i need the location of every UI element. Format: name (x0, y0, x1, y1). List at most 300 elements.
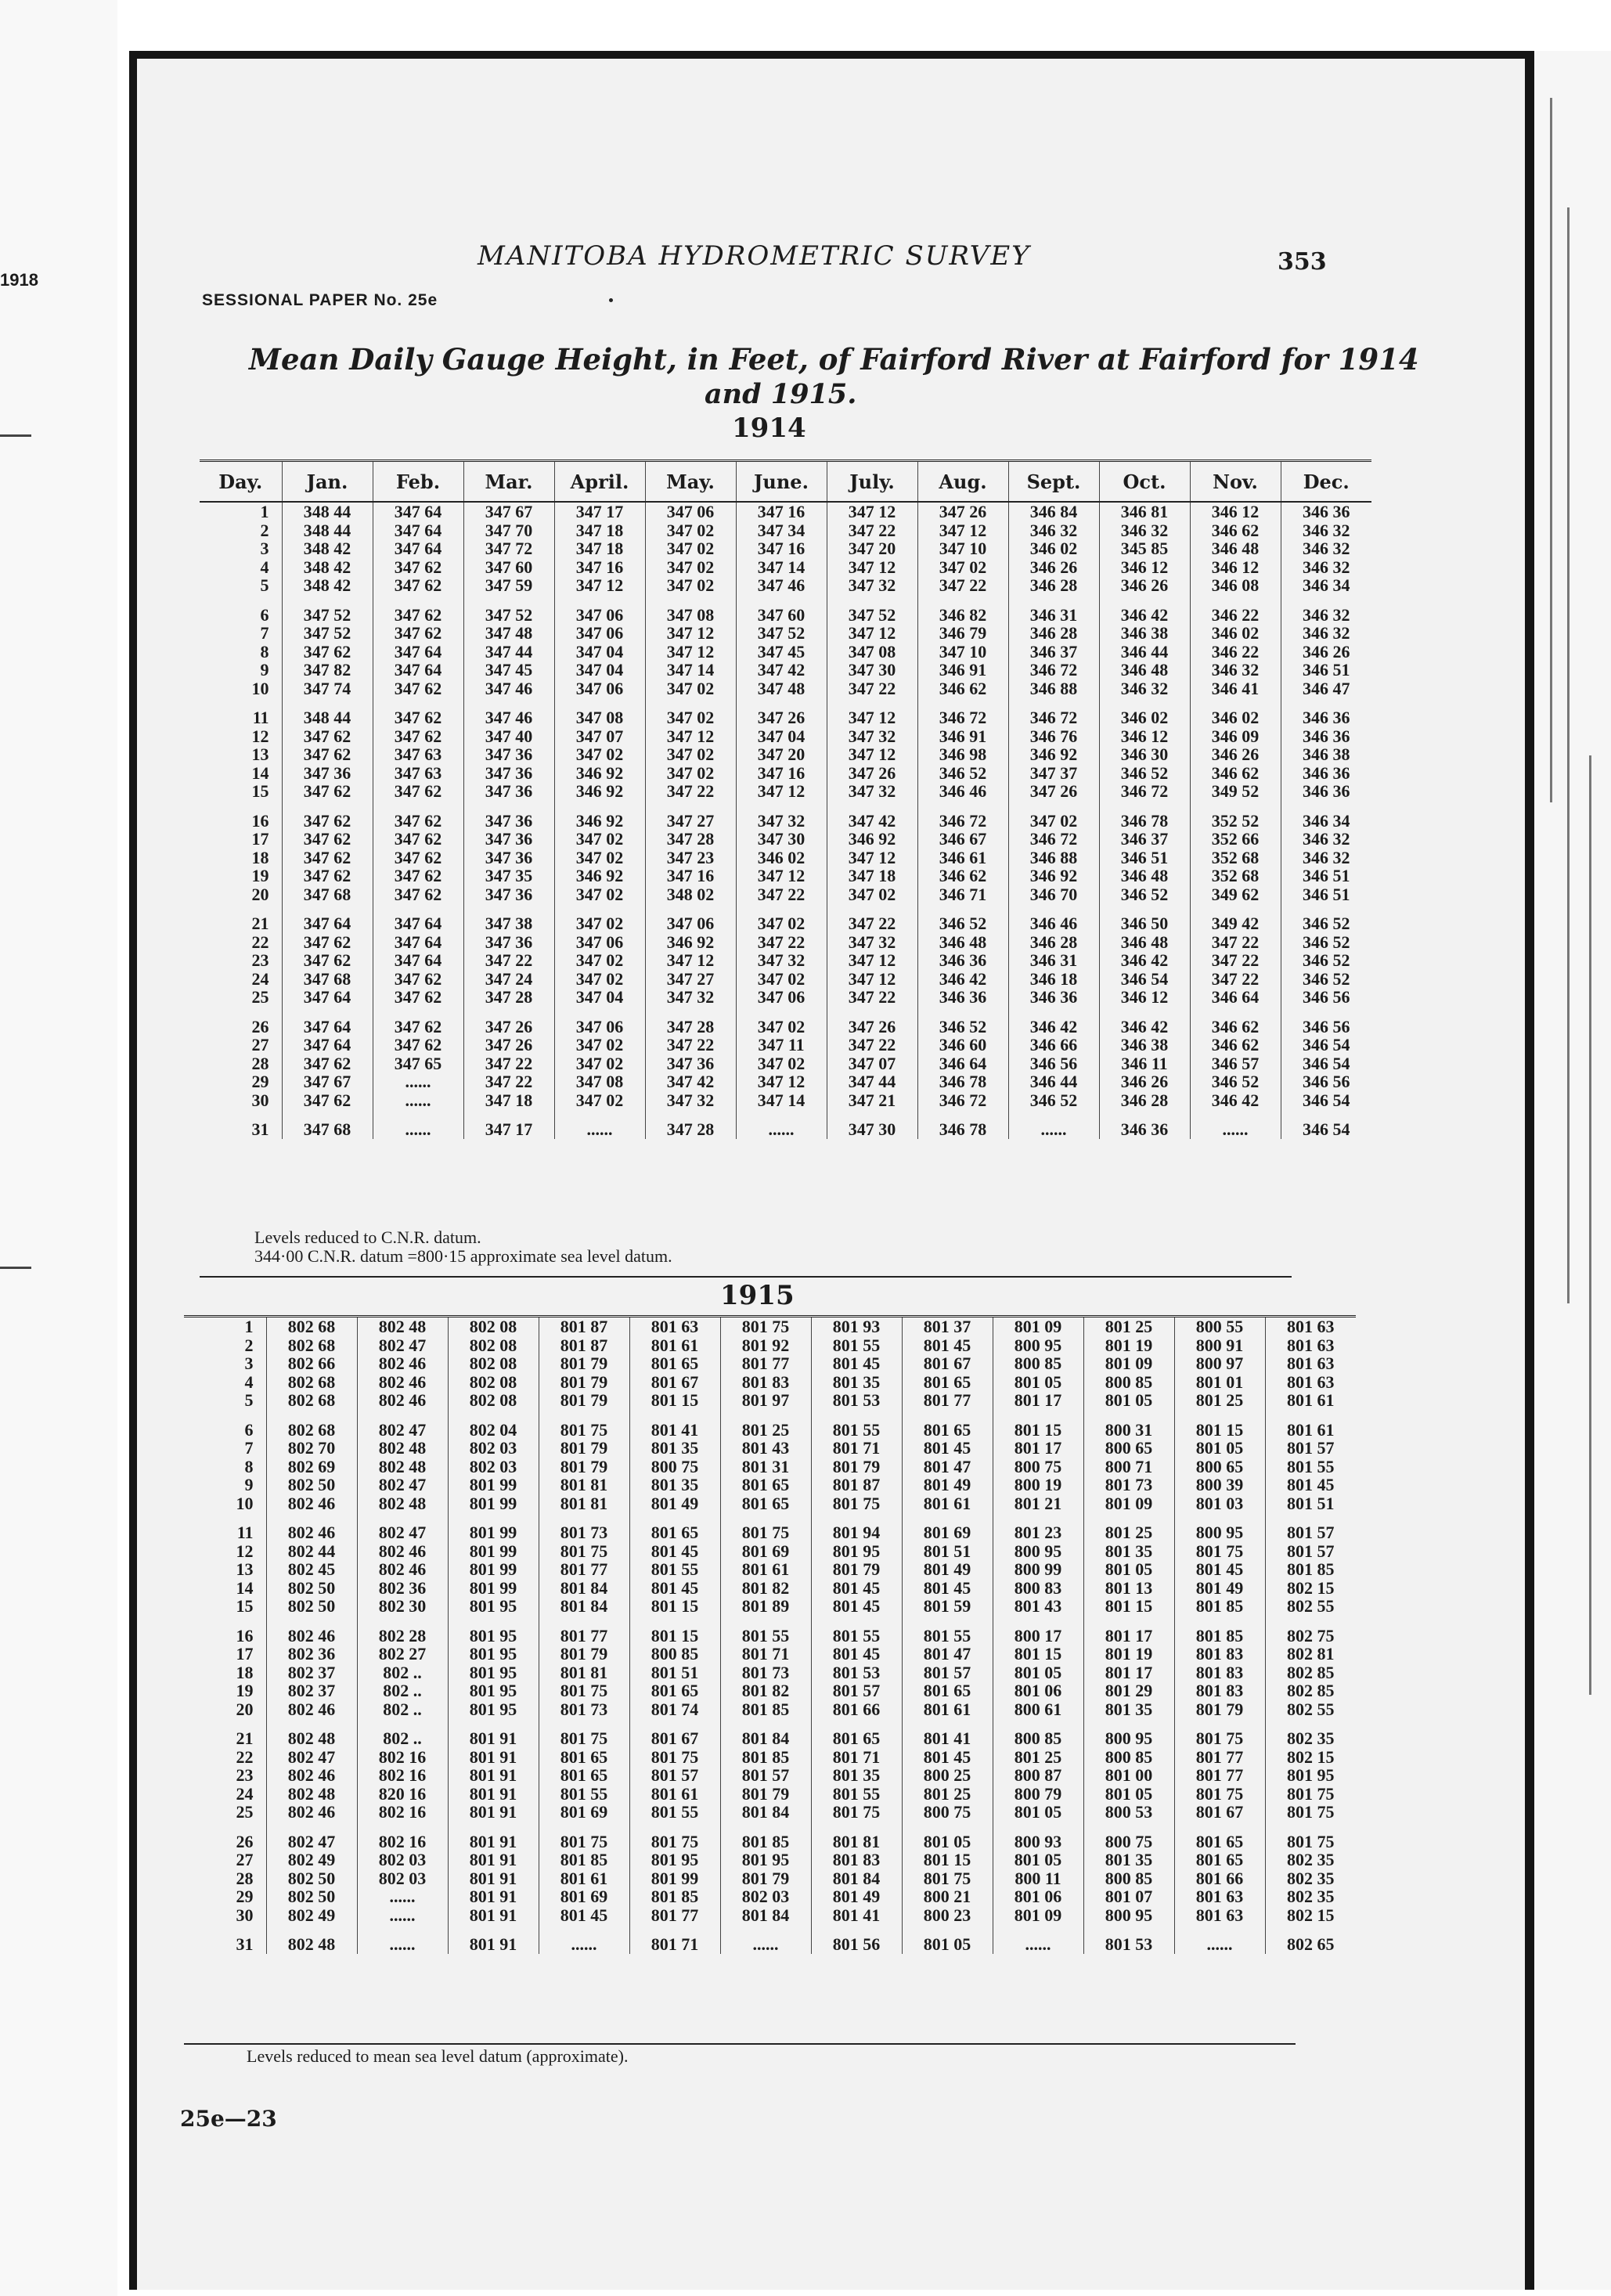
gauge-height-cell: 801 77 (539, 1616, 629, 1645)
gauge-height-cell: 346 91 (917, 661, 1008, 679)
gauge-height-cell: 801 79 (539, 1458, 629, 1476)
day-number: 22 (236, 1747, 254, 1766)
gauge-height-cell: 802 03 (357, 1869, 448, 1888)
gauge-height-cell: 801 09 (1083, 1494, 1174, 1513)
gauge-height-cell: 347 27 (645, 970, 736, 989)
gauge-height-cell: 801 17 (1083, 1616, 1174, 1645)
gauge-height-cell: 802 35 (1265, 1851, 1356, 1869)
gauge-height-cell: 800 99 (993, 1560, 1083, 1579)
column-header-month: April. (554, 461, 645, 503)
day-number: 5 (260, 576, 269, 595)
gauge-height-cell: 801 81 (539, 1494, 629, 1513)
gauge-height-cell: 802 48 (357, 1458, 448, 1476)
scan-border-right (1525, 51, 1534, 2290)
day-number: 30 (251, 1090, 269, 1109)
gauge-height-cell: 801 69 (902, 1512, 993, 1542)
table-row (200, 903, 1371, 933)
gauge-height-cell: 347 36 (463, 885, 554, 904)
gauge-height-cell: 801 07 (1083, 1887, 1174, 1906)
column-header-day: Day. (200, 461, 282, 503)
gauge-height-cell: 352 66 (1190, 830, 1281, 849)
gauge-height-cell: 802 35 (1265, 1869, 1356, 1888)
gauge-height-cell: 801 79 (539, 1439, 629, 1458)
table-row (200, 1091, 1371, 1110)
table-row (200, 1072, 1371, 1091)
gauge-height-cell: 346 72 (917, 1091, 1008, 1110)
gauge-height-cell: 347 36 (463, 830, 554, 849)
table-row (200, 1109, 1371, 1139)
gauge-height-cell: 346 52 (917, 764, 1008, 783)
gauge-height-cell: 349 42 (1190, 903, 1281, 933)
gauge-height-cell: 801 53 (811, 1663, 902, 1682)
day-number: 4 (260, 557, 269, 576)
column-header-month: Jan. (282, 461, 373, 503)
gauge-height-cell: 347 52 (827, 595, 917, 625)
table-row (200, 951, 1371, 970)
gauge-height-cell: 801 65 (629, 1354, 720, 1373)
gauge-height-cell: 346 42 (1099, 595, 1190, 625)
gauge-height-cell: 347 22 (463, 1072, 554, 1091)
table-1914 (200, 460, 1371, 1139)
gauge-height-cell: 801 45 (902, 1579, 993, 1598)
gauge-height-cell: 346 44 (1008, 1072, 1099, 1091)
gauge-height-cell: 346 52 (1281, 951, 1371, 970)
gauge-height-cell: 347 32 (827, 727, 917, 746)
gauge-height-cell: 346 36 (917, 951, 1008, 970)
gauge-height-cell: 347 62 (373, 1007, 463, 1036)
gauge-height-cell: 347 26 (1008, 782, 1099, 801)
gauge-height-cell: 801 65 (1174, 1851, 1265, 1869)
gauge-height-cell: 800 65 (1083, 1439, 1174, 1458)
gauge-height-cell: 801 61 (629, 1785, 720, 1804)
gauge-height-cell: 346 72 (1099, 782, 1190, 801)
gauge-height-cell: 346 48 (1099, 867, 1190, 885)
gauge-height-cell: 347 62 (282, 801, 373, 831)
gauge-height-cell: 347 14 (736, 1091, 827, 1110)
gauge-height-cell: 347 64 (373, 933, 463, 952)
gauge-height-cell: 347 52 (463, 595, 554, 625)
gauge-height-cell: 802 46 (266, 1803, 357, 1822)
gauge-height-cell: 801 77 (902, 1391, 993, 1410)
day-number: 6 (260, 604, 269, 624)
gauge-height-cell: 347 12 (827, 849, 917, 867)
gauge-height-cell: 346 54 (1281, 1036, 1371, 1054)
gauge-height-cell: 347 10 (917, 539, 1008, 558)
gauge-height-cell: 347 08 (554, 1072, 645, 1091)
gauge-height-cell: 347 52 (282, 595, 373, 625)
day-number: 27 (251, 1036, 269, 1054)
gauge-height-cell: 801 95 (448, 1663, 539, 1682)
gauge-height-cell: 800 31 (1083, 1410, 1174, 1440)
gauge-height-cell: 801 75 (1265, 1822, 1356, 1851)
gauge-height-cell: 801 63 (1174, 1887, 1265, 1906)
gauge-height-cell: 801 55 (811, 1616, 902, 1645)
gauge-height-cell: 346 62 (1190, 1007, 1281, 1036)
table-row (200, 885, 1371, 904)
gauge-height-cell: 801 55 (720, 1616, 811, 1645)
gauge-height-cell: 802 50 (266, 1869, 357, 1888)
gauge-height-cell: 347 22 (1190, 933, 1281, 952)
gauge-height-cell: 801 69 (539, 1803, 629, 1822)
gauge-height-cell: 347 36 (463, 849, 554, 867)
gauge-height-cell: 347 06 (645, 502, 736, 521)
year-1915-heading: 1915 (720, 1280, 795, 1311)
gauge-height-cell: 347 24 (463, 970, 554, 989)
day-number: 23 (251, 951, 269, 970)
gauge-height-cell: 348 42 (282, 558, 373, 577)
gauge-height-cell: 347 72 (463, 539, 554, 558)
gauge-height-cell: 347 02 (645, 521, 736, 540)
gauge-height-cell: 801 71 (811, 1439, 902, 1458)
table-row (184, 1924, 1356, 1954)
gauge-height-cell: 800 83 (993, 1579, 1083, 1598)
gauge-height-cell: 346 92 (554, 867, 645, 885)
gauge-height-cell: 347 62 (282, 1091, 373, 1110)
gauge-height-cell: 801 41 (811, 1906, 902, 1925)
table-row (184, 1700, 1356, 1719)
gauge-height-cell: 801 85 (1174, 1616, 1265, 1645)
gauge-height-cell: 801 99 (448, 1512, 539, 1542)
gauge-height-cell: 346 36 (1281, 727, 1371, 746)
table-row (184, 1851, 1356, 1869)
gauge-height-cell: 347 64 (373, 643, 463, 661)
column-header-month: June. (736, 461, 827, 503)
gauge-height-cell: 801 75 (539, 1542, 629, 1561)
day-number: 2 (244, 1335, 254, 1354)
gauge-height-cell: 801 57 (1265, 1439, 1356, 1458)
gauge-height-cell: 347 07 (827, 1054, 917, 1073)
gauge-height-cell: 801 75 (539, 1681, 629, 1700)
gauge-height-cell: 347 60 (736, 595, 827, 625)
gauge-height-cell: 346 64 (1190, 988, 1281, 1007)
gauge-height-cell: 801 35 (1083, 1700, 1174, 1719)
gauge-height-cell: 346 54 (1281, 1091, 1371, 1110)
gauge-height-cell: ...... (357, 1906, 448, 1925)
gauge-height-cell: 801 71 (629, 1924, 720, 1954)
gauge-height-cell: 801 55 (811, 1336, 902, 1355)
gauge-height-cell: 801 82 (720, 1579, 811, 1598)
gauge-height-cell: 347 22 (1190, 951, 1281, 970)
gauge-height-cell: 802 08 (448, 1391, 539, 1410)
gauge-height-cell: 801 95 (448, 1700, 539, 1719)
gauge-height-cell: 347 12 (736, 1072, 827, 1091)
gauge-height-cell: 801 61 (1265, 1410, 1356, 1440)
gauge-height-cell: 346 48 (917, 933, 1008, 952)
gauge-height-cell: 346 32 (1008, 521, 1099, 540)
gauge-height-cell: 801 95 (448, 1597, 539, 1616)
gauge-height-cell: 346 12 (1190, 502, 1281, 521)
gauge-height-cell: 347 32 (736, 951, 827, 970)
gauge-height-cell: 801 63 (1265, 1336, 1356, 1355)
gauge-height-cell: 802 55 (1265, 1597, 1356, 1616)
gauge-height-cell: 801 31 (720, 1458, 811, 1476)
gauge-height-cell: 347 46 (736, 576, 827, 595)
day-number: 16 (236, 1625, 254, 1645)
gauge-height-cell: 801 67 (629, 1718, 720, 1748)
gauge-height-cell: 347 27 (645, 801, 736, 831)
gauge-height-cell: 802 .. (357, 1681, 448, 1700)
day-number: 10 (236, 1494, 254, 1512)
gauge-height-cell: 801 55 (539, 1785, 629, 1804)
gauge-height-cell: 346 51 (1281, 867, 1371, 885)
gauge-height-cell: 347 62 (373, 830, 463, 849)
gauge-height-cell: 348 44 (282, 521, 373, 540)
gauge-height-cell: 346 46 (1008, 903, 1099, 933)
gauge-height-cell: 347 22 (645, 782, 736, 801)
gauge-height-cell: 347 02 (554, 830, 645, 849)
gauge-height-cell: 346 52 (1281, 903, 1371, 933)
gauge-height-cell: 801 91 (448, 1906, 539, 1925)
gauge-height-cell: ...... (993, 1924, 1083, 1954)
gauge-height-cell: 801 57 (1265, 1542, 1356, 1561)
gauge-height-cell: 802 68 (266, 1391, 357, 1410)
gauge-height-cell: 800 53 (1083, 1803, 1174, 1822)
gauge-height-cell: 801 45 (902, 1439, 993, 1458)
gauge-height-cell: 346 78 (1099, 801, 1190, 831)
gauge-height-cell: 347 02 (554, 885, 645, 904)
gauge-height-cell: 802 08 (448, 1317, 539, 1336)
day-number: 15 (251, 782, 269, 801)
gauge-height-cell: 347 40 (463, 727, 554, 746)
gauge-height-cell: 347 32 (736, 801, 827, 831)
gauge-height-cell: 801 53 (1083, 1924, 1174, 1954)
gauge-height-cell: 352 68 (1190, 849, 1281, 867)
gauge-height-cell: 347 26 (827, 764, 917, 783)
day-number: 24 (236, 1784, 254, 1803)
gauge-height-cell: 347 62 (282, 849, 373, 867)
gauge-height-cell: 347 17 (554, 502, 645, 521)
table-row (184, 1681, 1356, 1700)
gauge-height-cell: 801 49 (902, 1476, 993, 1494)
day-number: 12 (251, 726, 269, 745)
gauge-height-cell: 801 71 (720, 1645, 811, 1663)
gauge-height-cell: 801 65 (811, 1718, 902, 1748)
gauge-height-cell: 802 35 (1265, 1718, 1356, 1748)
gauge-height-cell: 346 28 (1008, 576, 1099, 595)
gauge-height-cell: 347 32 (827, 782, 917, 801)
gauge-height-cell: 801 25 (993, 1748, 1083, 1767)
gauge-height-cell: 346 34 (1281, 801, 1371, 831)
gauge-height-cell: 347 62 (373, 595, 463, 625)
gauge-height-cell: 800 97 (1174, 1354, 1265, 1373)
gauge-height-cell: 346 51 (1281, 661, 1371, 679)
gauge-height-cell: 801 95 (448, 1645, 539, 1663)
gauge-height-cell: 801 84 (811, 1869, 902, 1888)
day-number: 6 (244, 1419, 254, 1439)
gauge-height-cell: 800 95 (993, 1542, 1083, 1561)
gauge-height-cell: 801 45 (811, 1579, 902, 1598)
gauge-height-cell: 346 92 (554, 782, 645, 801)
day-number: 13 (251, 745, 269, 764)
gauge-height-cell: 801 99 (448, 1579, 539, 1598)
table-row (200, 576, 1371, 595)
day-number: 25 (251, 988, 269, 1007)
gauge-height-cell: 801 79 (539, 1391, 629, 1410)
gauge-height-cell: 347 62 (373, 849, 463, 867)
gauge-height-cell: 346 34 (1281, 576, 1371, 595)
gauge-height-cell: 801 55 (1265, 1458, 1356, 1476)
table-row (184, 1494, 1356, 1513)
gauge-height-cell: 347 12 (827, 970, 917, 989)
gauge-height-cell: 347 26 (463, 1036, 554, 1054)
gauge-height-cell: 800 87 (993, 1766, 1083, 1785)
gauge-height-cell: 347 16 (736, 502, 827, 521)
day-number: 25 (236, 1803, 254, 1822)
table-row (184, 1373, 1356, 1392)
gauge-height-cell: 347 28 (645, 1007, 736, 1036)
gauge-height-cell: 347 12 (645, 624, 736, 643)
gauge-height-cell: 347 26 (917, 502, 1008, 521)
day-number: 14 (236, 1578, 254, 1597)
gauge-height-cell: 801 84 (720, 1803, 811, 1822)
gauge-height-cell: 347 12 (645, 643, 736, 661)
gauge-height-cell: 346 79 (917, 624, 1008, 643)
gauge-height-cell: 347 04 (736, 727, 827, 746)
column-header-month: Sept. (1008, 461, 1099, 503)
gauge-height-cell: 801 25 (1083, 1317, 1174, 1336)
day-number: 10 (251, 679, 269, 697)
gauge-height-cell: 801 35 (811, 1766, 902, 1785)
gauge-height-cell: 801 84 (539, 1597, 629, 1616)
table-row (184, 1354, 1356, 1373)
gauge-height-cell: 347 12 (827, 502, 917, 521)
gauge-height-cell: 347 06 (645, 903, 736, 933)
gauge-height-cell: 802 46 (266, 1494, 357, 1513)
gauge-height-cell: 801 77 (1174, 1766, 1265, 1785)
gauge-height-cell: 801 06 (993, 1681, 1083, 1700)
gauge-height-cell: 347 07 (554, 727, 645, 746)
gauge-height-cell: 801 35 (629, 1439, 720, 1458)
gauge-height-cell: 346 78 (917, 1109, 1008, 1139)
gauge-height-cell: 801 81 (539, 1663, 629, 1682)
gauge-height-cell: 347 64 (282, 1036, 373, 1054)
gauge-height-cell: 347 32 (645, 988, 736, 1007)
gauge-height-cell: 801 49 (902, 1560, 993, 1579)
gauge-height-cell: 802 15 (1265, 1579, 1356, 1598)
gauge-height-cell: 801 45 (1174, 1560, 1265, 1579)
gauge-height-cell: 801 77 (1174, 1748, 1265, 1767)
table-row (184, 1748, 1356, 1767)
gauge-height-cell: 346 62 (1190, 521, 1281, 540)
gauge-height-cell: 801 69 (539, 1887, 629, 1906)
gauge-height-cell: 347 12 (827, 951, 917, 970)
gauge-height-cell: 801 91 (448, 1718, 539, 1748)
gauge-height-cell: 801 75 (629, 1822, 720, 1851)
gauge-height-cell: 801 91 (448, 1748, 539, 1767)
gauge-height-cell: 801 17 (1083, 1663, 1174, 1682)
gauge-height-cell: 347 36 (463, 745, 554, 764)
gauge-height-cell: 347 22 (827, 679, 917, 698)
table-row (200, 521, 1371, 540)
gauge-height-cell: 801 47 (902, 1458, 993, 1476)
gauge-height-cell: ...... (373, 1109, 463, 1139)
gauge-height-cell: 349 62 (1190, 885, 1281, 904)
gauge-height-cell: 346 56 (1008, 1054, 1099, 1073)
gauge-height-cell: 801 57 (1265, 1512, 1356, 1542)
day-number: 23 (236, 1766, 254, 1785)
day-number: 30 (236, 1905, 254, 1924)
gauge-height-cell: 802 50 (266, 1597, 357, 1616)
gauge-height-cell: 347 08 (554, 697, 645, 727)
gauge-height-cell: 801 79 (539, 1354, 629, 1373)
gauge-height-cell: 346 31 (1008, 951, 1099, 970)
gauge-height-cell: 347 28 (463, 988, 554, 1007)
gauge-height-cell: 347 62 (373, 782, 463, 801)
gauge-height-cell: 801 69 (720, 1542, 811, 1561)
gauge-height-cell: 347 14 (645, 661, 736, 679)
gauge-height-cell: 801 53 (811, 1391, 902, 1410)
table-row (184, 1822, 1356, 1851)
table-row (184, 1663, 1356, 1682)
gauge-height-cell: 347 20 (827, 539, 917, 558)
gauge-height-cell: 802 08 (448, 1336, 539, 1355)
gauge-height-cell: 347 04 (554, 643, 645, 661)
gauge-height-cell: 346 32 (1190, 661, 1281, 679)
table-row (184, 1336, 1356, 1355)
gauge-height-cell: 802 47 (266, 1748, 357, 1767)
gauge-height-cell: 347 21 (827, 1091, 917, 1110)
gauge-height-cell: 802 44 (266, 1542, 357, 1561)
gauge-height-cell: 800 19 (993, 1476, 1083, 1494)
gauge-height-cell: 801 91 (448, 1766, 539, 1785)
gauge-height-cell: 801 13 (1083, 1579, 1174, 1598)
table-row (184, 1718, 1356, 1748)
gauge-height-cell: 802 48 (266, 1924, 357, 1954)
gauge-height-cell: 347 23 (645, 849, 736, 867)
gauge-height-cell: 347 22 (463, 1054, 554, 1073)
gauge-height-cell: 802 48 (266, 1718, 357, 1748)
adjacent-page-edge (0, 0, 117, 2296)
gauge-height-cell: 802 03 (448, 1439, 539, 1458)
gauge-height-cell: 800 75 (902, 1803, 993, 1822)
gauge-height-cell: 346 37 (1099, 830, 1190, 849)
gauge-height-cell: 801 51 (902, 1542, 993, 1561)
gauge-height-cell: 801 55 (629, 1803, 720, 1822)
gauge-height-cell: 347 62 (282, 867, 373, 885)
gauge-height-cell: 802 46 (266, 1700, 357, 1719)
gauge-height-cell: 347 62 (373, 988, 463, 1007)
day-number: 21 (251, 914, 269, 933)
gauge-height-cell: 801 55 (811, 1785, 902, 1804)
gauge-height-cell: 801 91 (448, 1887, 539, 1906)
gauge-height-cell: 346 52 (917, 903, 1008, 933)
gauge-height-cell: 347 48 (736, 679, 827, 698)
gauge-height-cell: 801 57 (902, 1663, 993, 1682)
gauge-height-cell: 347 06 (554, 933, 645, 952)
gauge-height-cell: 801 97 (720, 1391, 811, 1410)
gauge-height-cell: 346 02 (1099, 697, 1190, 727)
gauge-height-cell: 347 18 (463, 1091, 554, 1110)
gauge-height-cell: 347 68 (282, 885, 373, 904)
gauge-height-cell: 346 09 (1190, 727, 1281, 746)
gauge-height-cell: 802 46 (266, 1512, 357, 1542)
gauge-height-cell: 346 22 (1190, 595, 1281, 625)
gauge-height-cell: 346 54 (1281, 1109, 1371, 1139)
column-header-month: Nov. (1190, 461, 1281, 503)
gauge-height-cell: 346 02 (736, 849, 827, 867)
gauge-height-cell: 347 37 (1008, 764, 1099, 783)
gauge-height-cell: 801 95 (448, 1616, 539, 1645)
gauge-height-cell: 802 .. (357, 1718, 448, 1748)
gauge-height-cell: 802 48 (266, 1785, 357, 1804)
gauge-height-cell: 802 47 (357, 1410, 448, 1440)
gauge-height-cell: 801 84 (720, 1718, 811, 1748)
day-number: 1 (244, 1317, 254, 1336)
gauge-height-cell: 801 75 (1265, 1803, 1356, 1822)
gauge-height-cell: 347 02 (1008, 801, 1099, 831)
gauge-height-cell: 801 45 (629, 1542, 720, 1561)
gauge-height-cell: 347 02 (554, 903, 645, 933)
